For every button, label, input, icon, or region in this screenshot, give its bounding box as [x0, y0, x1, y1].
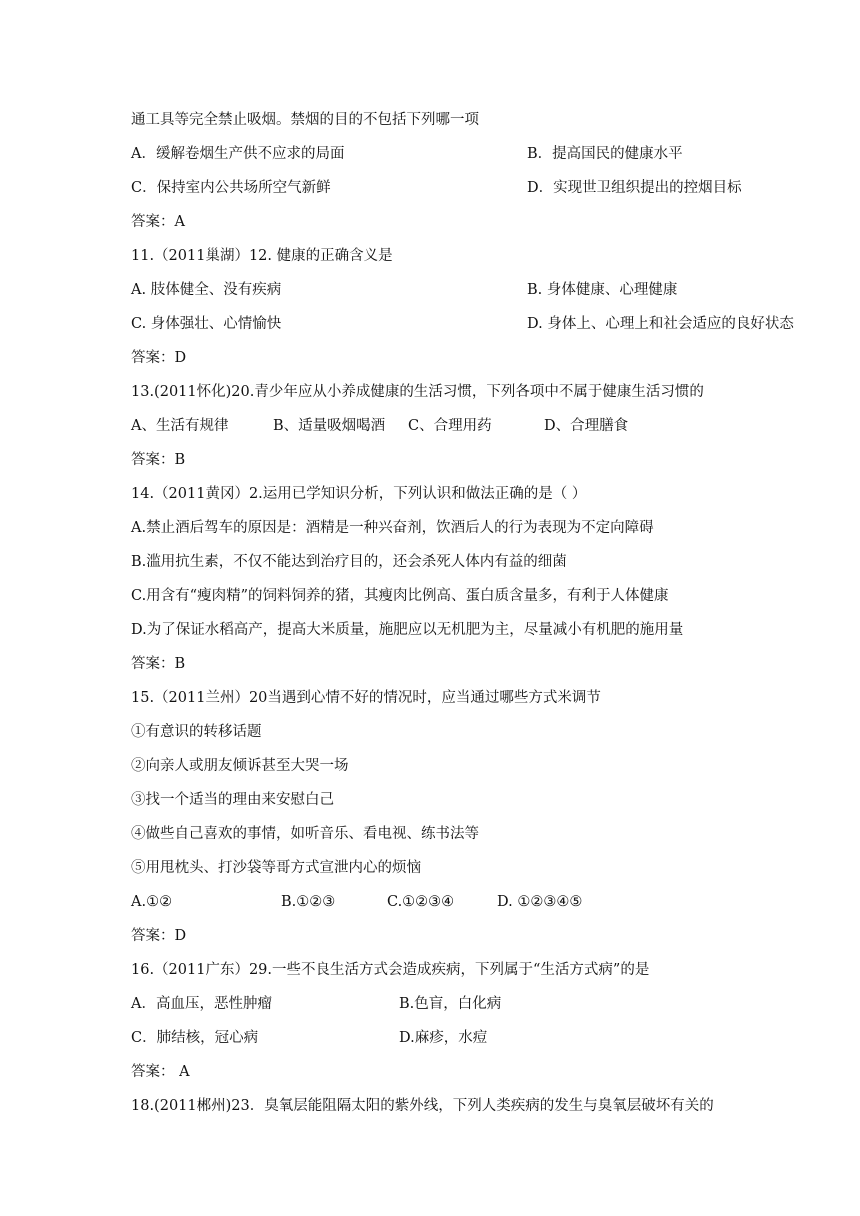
question-stem: [131, 688, 601, 708]
option-a: A．高血压，恶性肿瘤: [131, 996, 272, 1012]
option-a: A、生活有规律: [131, 418, 229, 434]
statement-3: [131, 790, 334, 810]
option-line: [131, 518, 654, 538]
question-stem: [131, 484, 586, 504]
answer-text: 答案：B: [131, 452, 186, 468]
option-d: D. 身体上、心理上和社会适应的良好状态: [527, 316, 794, 332]
answer: [131, 926, 186, 946]
option-a: A.①②: [131, 894, 173, 910]
answer: [131, 212, 185, 232]
question-continuation: [131, 110, 479, 130]
statement-4: [131, 824, 479, 844]
text-line: 11.（2011巢湖）12. 健康的正确含义是: [131, 248, 393, 264]
text-line: 通工具等完全禁止吸烟。禁烟的目的不包括下列哪一项: [131, 112, 479, 128]
text-line: 16.（2011广东）29.一些不良生活方式会造成疾病，下列属于“生活方式病”的是: [131, 962, 650, 978]
option-a: A. 肢体健全、没有疾病: [131, 282, 282, 298]
text-line: 13.(2011怀化)20.青少年应从小养成健康的生活习惯，下列各项中不属于健康生活习惯的: [131, 384, 704, 400]
option-b: B.滥用抗生素，不仅不能达到治疗目的，还会杀死人体内有益的细菌: [131, 554, 567, 570]
option-c: C.用含有“瘦肉精”的饲料饲养的猪，其瘦肉比例高、蛋白质含量多，有利于人体健康: [131, 588, 669, 604]
option-c: C. 身体强壮、心情愉快: [131, 316, 282, 332]
text-line: 15.（2011兰州）20当遇到心情不好的情况时，应当通过哪些方式米调节: [131, 690, 601, 706]
option-line: [131, 552, 567, 572]
question-stem: [131, 382, 704, 402]
question-stem: [131, 960, 649, 980]
option-b: B. 身体健康、心理健康: [527, 282, 678, 298]
question-stem: [131, 1096, 714, 1116]
answer: [131, 450, 185, 470]
text-line: ②向亲人或朋友倾诉甚至大哭一场: [131, 758, 349, 774]
answer-text: 答案：D: [131, 928, 187, 944]
statement-5: [131, 858, 421, 878]
option-d: D.麻疹，水痘: [399, 1030, 488, 1046]
answer: [131, 654, 185, 674]
option-c: C．肺结核，冠心病: [131, 1030, 259, 1046]
option-b: B.①②③: [281, 894, 336, 910]
text-line: ⑤用甩枕头、打沙袋等哥方式宣泄内心的烦恼: [131, 860, 421, 876]
option-d: D、合理膳食: [544, 418, 629, 434]
option-c: C．保持室内公共场所空气新鲜: [131, 180, 331, 196]
answer: [131, 348, 186, 368]
answer-text: 答案： A: [131, 1064, 190, 1080]
option-a: A．缓解卷烟生产供不应求的局面: [131, 146, 345, 162]
text-line: 18.(2011郴州)23．臭氧层能阻隔太阳的紫外线，下列人类疾病的发生与臭氧层破坏有关的: [131, 1098, 714, 1114]
answer-text: 答案：A: [131, 214, 185, 230]
answer-text: 答案：B: [131, 656, 186, 672]
option-d: D．实现世卫组织提出的控烟目标: [527, 180, 742, 196]
option-c: C.①②③④: [387, 894, 455, 910]
answer: [131, 1062, 190, 1082]
option-b: B、适量吸烟喝酒: [273, 418, 386, 434]
option-line: [131, 620, 683, 640]
text-line: ③找一个适当的理由来安慰白己: [131, 792, 334, 808]
option-b: B．提高国民的健康水平: [527, 146, 683, 162]
text-line: ①有意识的转移话题: [131, 724, 262, 740]
question-stem: [131, 246, 393, 266]
text-line: ④做些自己喜欢的事情，如听音乐、看电视、练书法等: [131, 826, 479, 842]
statement-2: [131, 756, 349, 776]
option-line: [131, 586, 669, 606]
option-b: B.色盲，白化病: [399, 996, 502, 1012]
option-d: D. ①②③④⑤: [497, 894, 583, 910]
text-line: 14.（2011黄冈）2.运用已学知识分析，下列认识和做法正确的是（ ）: [131, 486, 587, 502]
option-c: C、合理用药: [408, 418, 492, 434]
option-d: D.为了保证水稻高产，提高大米质量，施肥应以无机肥为主，尽量减小有机肥的施用量: [131, 622, 684, 638]
statement-1: [131, 722, 262, 742]
answer-text: 答案：D: [131, 350, 187, 366]
option-a: A.禁止酒后驾车的原因是：酒精是一种兴奋剂，饮酒后人的行为表现为不定向障碍: [131, 520, 654, 536]
